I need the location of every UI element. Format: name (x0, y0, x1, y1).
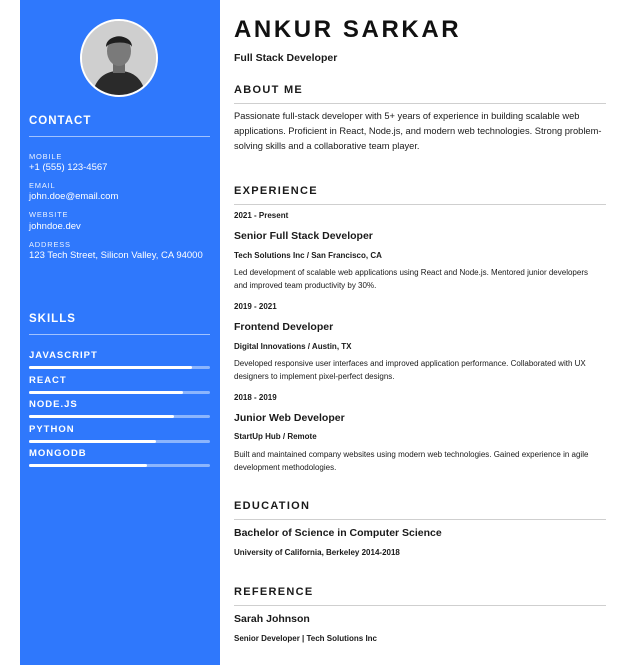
reference-detail: Senior Developer | Tech Solutions Inc (234, 634, 378, 643)
job-description: Led development of scalable web applications using React and Node.js. Mentored junior developers and improved team productivity by 30%. (234, 268, 588, 290)
skill-fill (29, 464, 147, 467)
skill-name: MONGODB (29, 448, 87, 459)
email-label: EMAIL (29, 181, 56, 190)
address-label: ADDRESS (29, 240, 71, 249)
skill-item (29, 399, 210, 418)
skills-heading: SKILLS (29, 313, 210, 335)
skill-item (29, 375, 210, 394)
sidebar (20, 0, 220, 665)
contact-heading: CONTACT (29, 115, 210, 137)
email-value[interactable]: john.doe@email.com (29, 191, 119, 202)
skill-fill (29, 440, 156, 443)
skill-bar (29, 366, 210, 369)
skill-name: NODE.JS (29, 399, 78, 410)
skill-fill (29, 391, 183, 394)
job-company: Digital Innovations / Austin, TX (234, 342, 352, 351)
job-company: StartUp Hub / Remote (234, 432, 317, 441)
address-value: 123 Tech Street, Silicon Valley, CA 94000 (29, 250, 203, 261)
website-label: WEBSITE (29, 210, 69, 219)
avatar (80, 19, 158, 97)
website-value[interactable]: johndoe.dev (29, 221, 81, 232)
skill-fill (29, 366, 192, 369)
mobile-value[interactable]: +1 (555) 123-4567 (29, 162, 108, 173)
skill-bar (29, 464, 210, 467)
skill-bar (29, 440, 210, 443)
job-company: Tech Solutions Inc / San Francisco, CA (234, 251, 382, 260)
skill-name: PYTHON (29, 424, 75, 435)
education-heading: EDUCATION (234, 500, 606, 520)
job-description: Developed responsive user interfaces and improved application performance. Collaborated with UX designers to implement pixel-perfect designs. (234, 359, 586, 381)
education-school: University of California, Berkeley 2014-2018 (234, 548, 400, 557)
skill-bar (29, 391, 210, 394)
about-text: Passionate full-stack developer with 5+ years of experience in building scalable web applications. Proficient in React, Node.js, and modern web technologies. Strong problem-solving skills and a collaborative team player. (234, 111, 602, 151)
profile-photo (82, 21, 156, 95)
job-title: Junior Web Developer (234, 412, 345, 424)
job-title: Senior Full Stack Developer (234, 230, 373, 242)
job-date: 2019 - 2021 (234, 302, 277, 311)
reference-name: Sarah Johnson (234, 613, 310, 625)
experience-heading: EXPERIENCE (234, 185, 606, 205)
job-date: 2021 - Present (234, 211, 289, 220)
candidate-role: Full Stack Developer (234, 52, 338, 64)
skill-fill (29, 415, 174, 418)
reference-heading: REFERENCE (234, 586, 606, 606)
job-description: Built and maintained company websites using modern web technologies. Gained experience in agile development methodologies. (234, 450, 589, 472)
skill-bar (29, 415, 210, 418)
skill-item (29, 350, 210, 369)
mobile-label: MOBILE (29, 152, 63, 161)
skill-name: JAVASCRIPT (29, 350, 98, 361)
skill-item (29, 448, 210, 467)
skill-item (29, 424, 210, 443)
about-heading: ABOUT ME (234, 84, 606, 104)
job-title: Frontend Developer (234, 321, 334, 333)
education-degree: Bachelor of Science in Computer Science (234, 527, 442, 539)
candidate-name: ANKUR SARKAR (234, 16, 462, 43)
job-date: 2018 - 2019 (234, 393, 277, 402)
skill-name: REACT (29, 375, 67, 386)
